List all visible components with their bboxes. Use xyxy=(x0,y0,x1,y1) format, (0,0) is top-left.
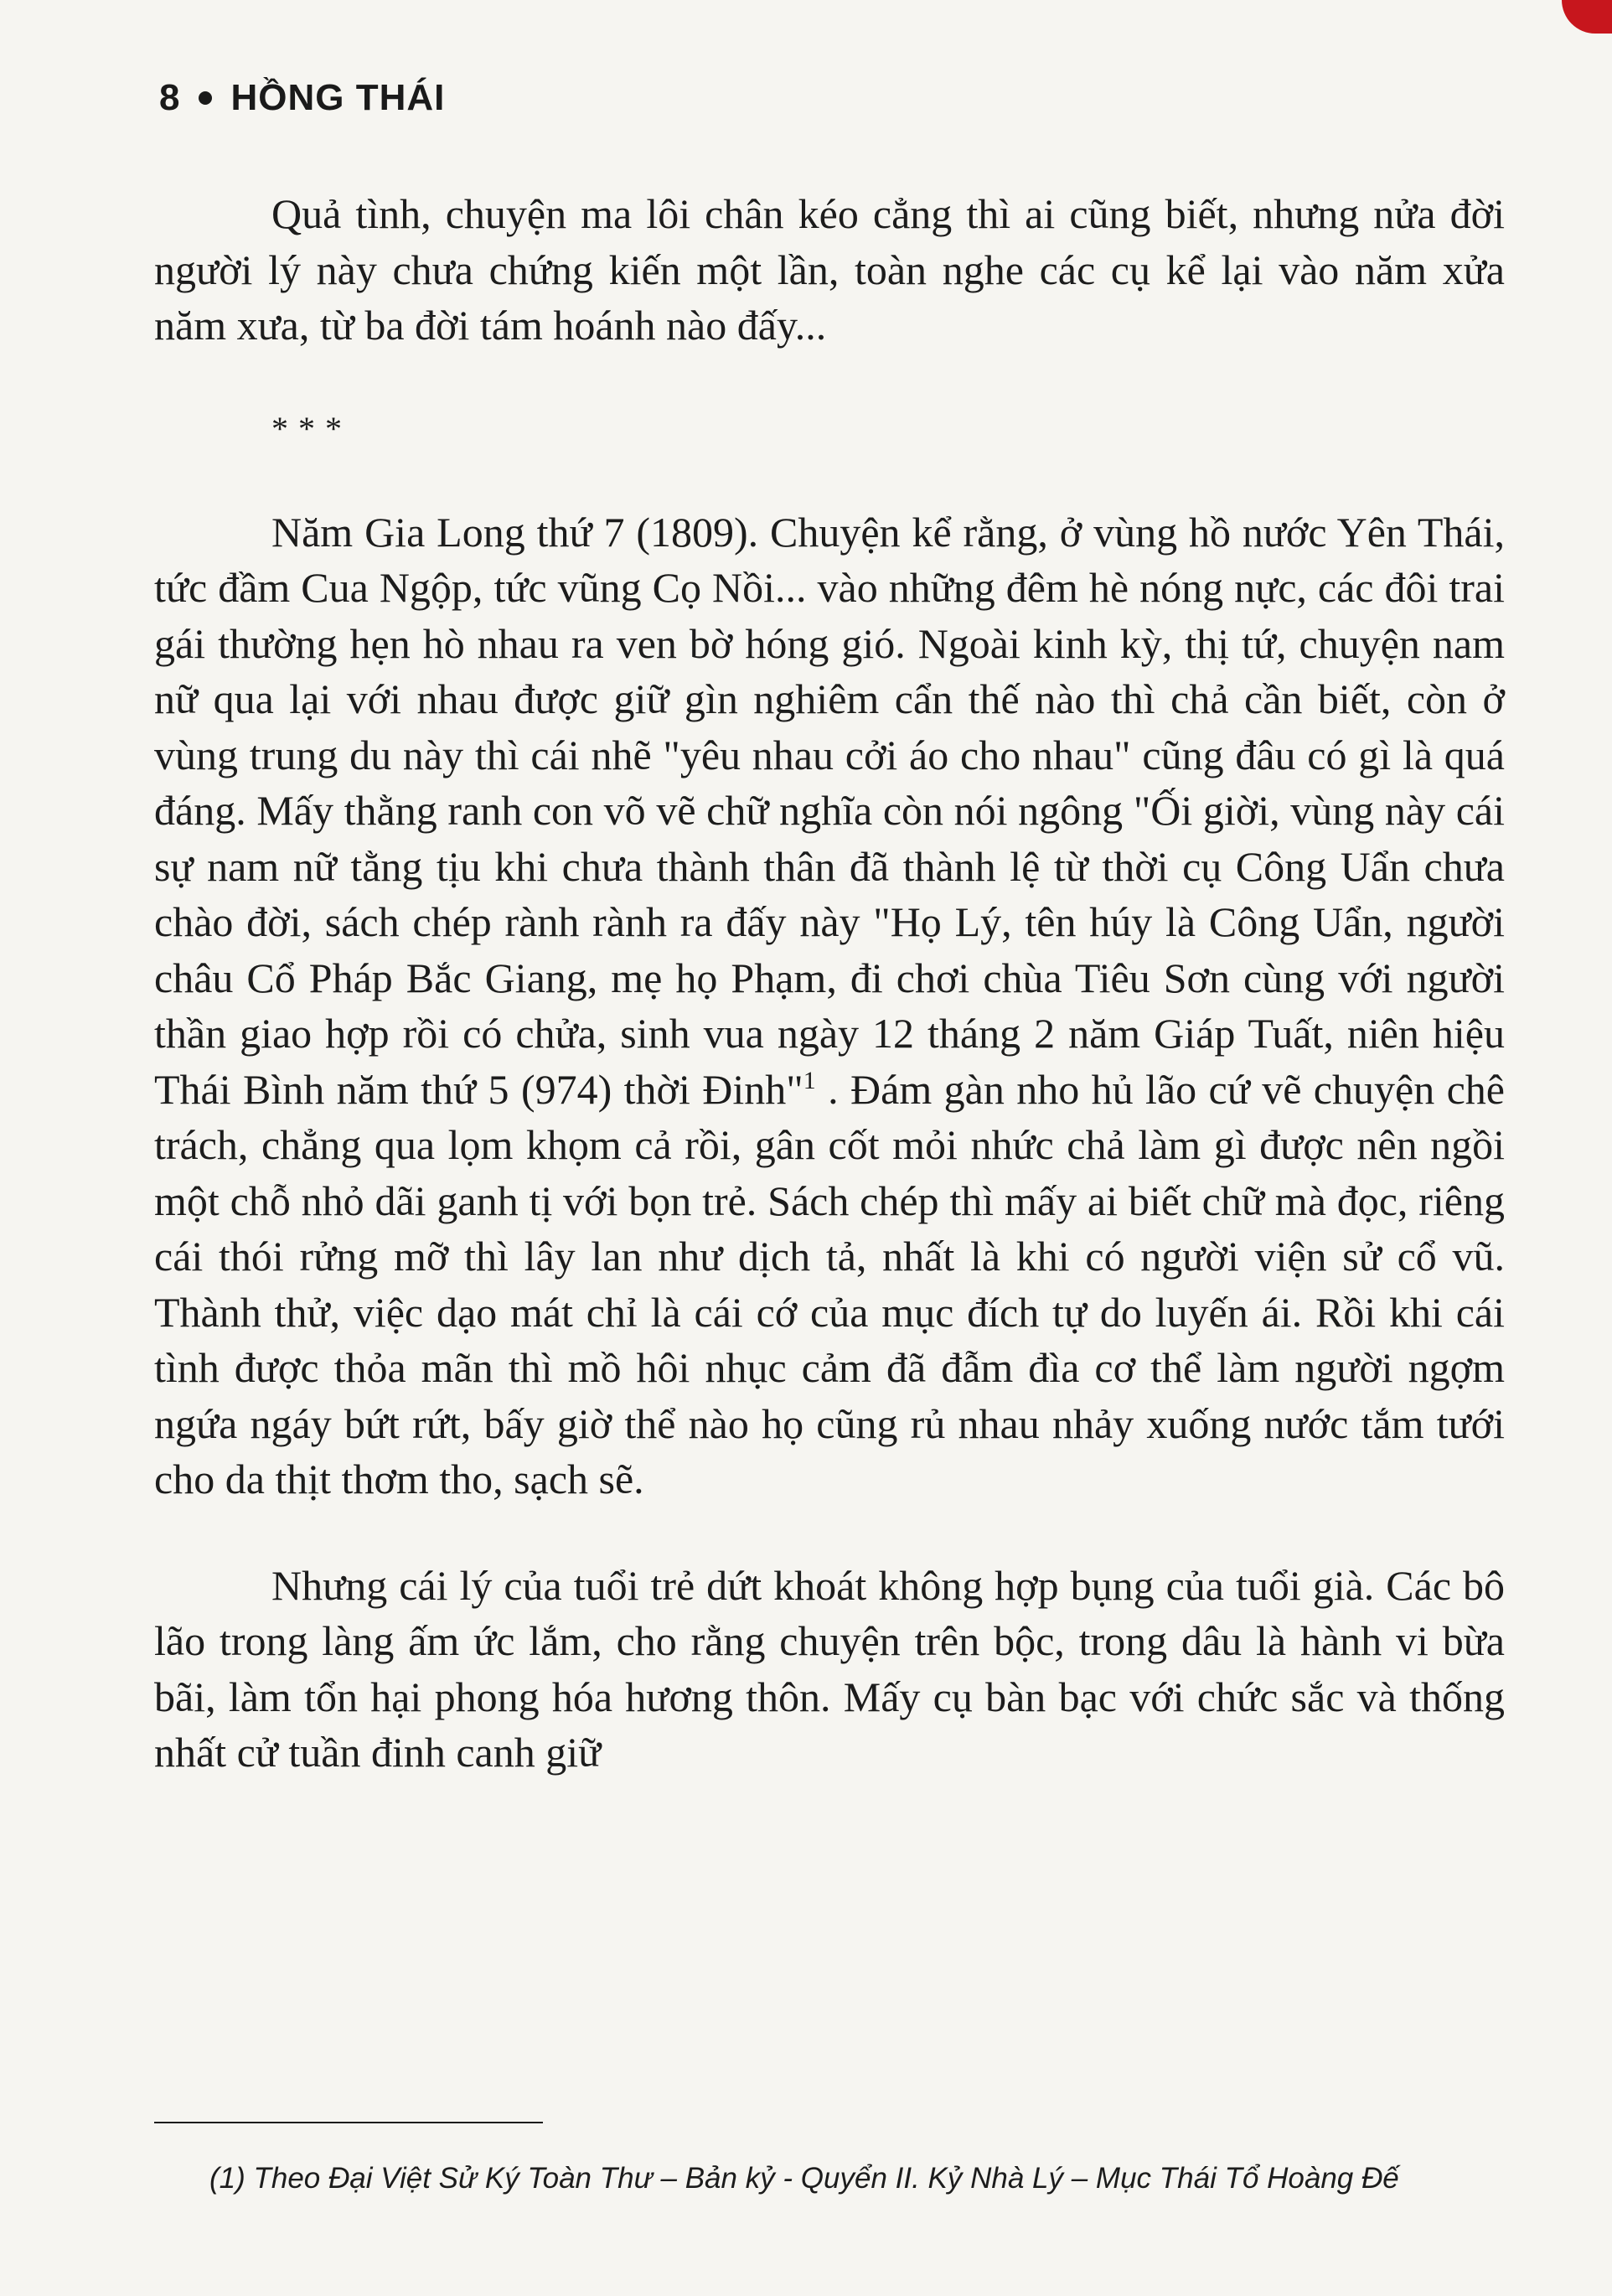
page-corner-mark xyxy=(1562,0,1612,34)
running-header xyxy=(159,77,445,119)
bullet-icon xyxy=(199,91,212,105)
footnote-marker: 1 xyxy=(803,1066,816,1094)
paragraph-1: Quả tình, chuyện ma lôi chân kéo cẳng thì ai cũng biết, nhưng nửa đời người lý này chưa chứng kiến một lần, toàn nghe các cụ kể lại vào năm xửa năm xưa, từ ba đời tám hoánh nào đấy... xyxy=(154,190,1505,349)
footnote: (1) Theo Đại Việt Sử Ký Toàn Thư – Bản kỷ - Quyển II. Kỷ Nhà Lý – Mục Thái Tổ Hoàng Đế xyxy=(209,2162,1399,2195)
body-text xyxy=(154,186,1505,1781)
page-number: 8 xyxy=(159,77,181,118)
paragraph-2-text-after-note: . Đám gàn nho hủ lão cứ vẽ chuyện chê trách, chẳng qua lọm khọm cả rồi, gân cốt mỏi nhức chả làm gì được nên ngồi một chỗ nhỏ dãi ganh tị với bọn trẻ. Sách chép thì mấy ai biết chữ mà đọc, riêng cái thói rửng mỡ thì lây lan như dịch tả, nhất là khi có người viện sử cổ vũ. Thành thử, việc dạo mát chỉ là cái cớ của mục đích tự do luyến ái. Rồi khi cái tình được thỏa mãn thì mồ hôi nhục cảm đã đẫm đìa cơ thể làm người ngợm ngứa ngáy bứt rứt, bấy giờ thể nào họ cũng rủ nhau nhảy xuống nước tắm tưới cho da thịt thơm tho, sạch sẽ. xyxy=(154,1065,1505,1502)
section-separator: *** xyxy=(271,409,352,447)
paragraph-3: Nhưng cái lý của tuổi trẻ dứt khoát không hợp bụng của tuổi già. Các bô lão trong làng ấm ức lắm, cho rằng chuyện trên bộc, trong dâu là hành vi bừa bãi, làm tổn hại phong hóa hương thôn. Mấy cụ bàn bạc với chức sắc và thống nhất cử tuần đinh canh giữ xyxy=(154,1561,1505,1776)
footnote-divider xyxy=(154,2122,543,2123)
paragraph-2-text-before-note: Năm Gia Long thứ 7 (1809). Chuyện kể rằng, ở vùng hồ nước Yên Thái, tức đầm Cua Ngộp, tức vũng Cọ Nồi... vào những đêm hè nóng nực, các đôi trai gái thường hẹn hò nhau ra ven bờ hóng gió. Ngoài kinh kỳ, thị tứ, chuyện nam nữ qua lại với nhau được giữ gìn nghiêm cẩn thế nào thì chả cần biết, còn ở vùng trung du này thì cái nhẽ "yêu nhau cởi áo cho nhau" cũng đâu có gì là quá đáng. Mấy thằng ranh con võ vẽ chữ nghĩa còn nói ngông "Ối giời, vùng này cái sự nam nữ tằng tịu khi chưa thành thân đã thành lệ từ thời cụ Công Uẩn chưa chào đời, sách chép rành rành ra đấy này "Họ Lý, tên húy là Công Uẩn, người châu Cổ Pháp Bắc Giang, mẹ họ Phạm, đi chơi chùa Tiêu Sơn cùng với người thần giao hợp rồi có chửa, sinh vua ngày 12 tháng 2 năm Giáp Tuất, niên hiệu Thái Bình năm thứ 5 (974) thời Đinh" xyxy=(154,508,1505,1113)
author-name: HỒNG THÁI xyxy=(230,77,446,118)
paragraph-2 xyxy=(154,504,1505,1507)
